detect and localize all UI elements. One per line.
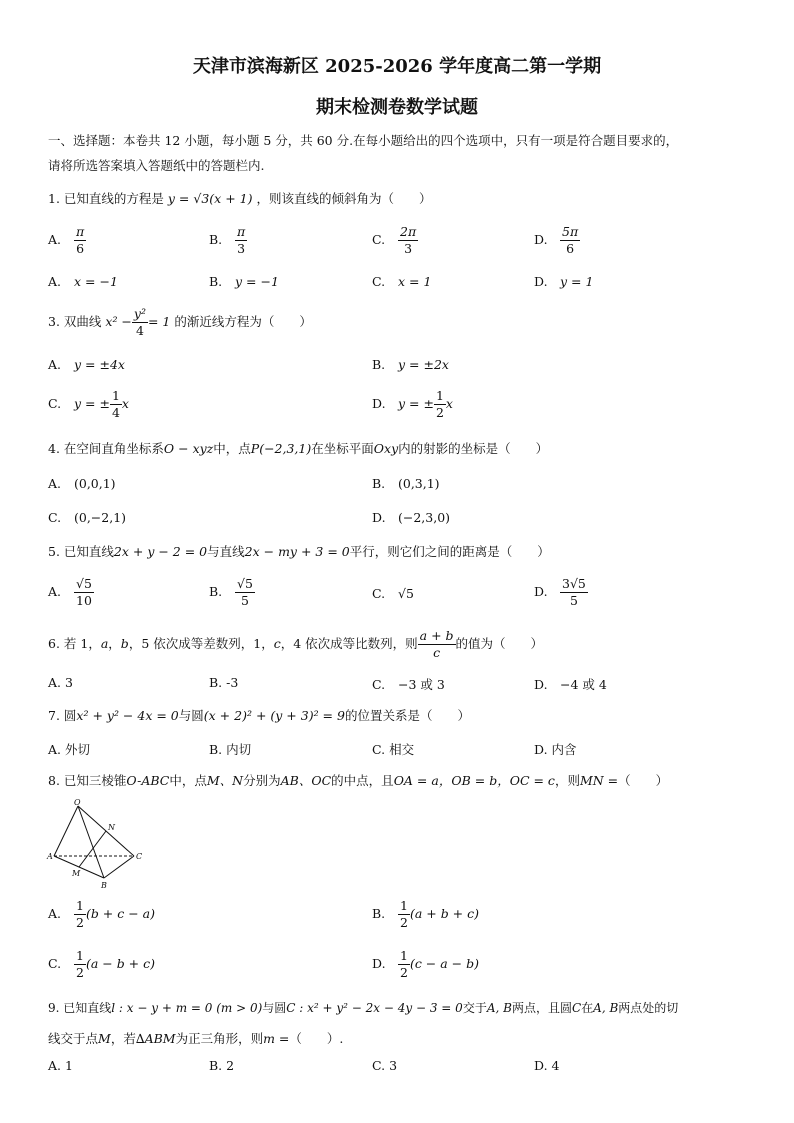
option-label: C. bbox=[48, 396, 62, 411]
q6-option-c bbox=[372, 675, 445, 693]
q5-line-2: 2x − my + 3 = 0 bbox=[244, 544, 350, 559]
option-text-tail: x bbox=[121, 396, 129, 411]
q1-option-d bbox=[534, 224, 580, 257]
q5-stem-text: 5. 已知直线 bbox=[48, 544, 114, 559]
q4-stem-text: 4. 在空间直角坐标系 bbox=[48, 441, 164, 456]
vertex-label-c: C bbox=[136, 852, 143, 861]
option-fraction: $\frac{\pi}{6}$ bbox=[76, 224, 85, 256]
q7-option-b bbox=[209, 740, 251, 758]
q9-line-equation: l : x − y + m = 0 (m > 0) bbox=[111, 1001, 263, 1015]
option-text: y = ±2x bbox=[398, 357, 449, 372]
q3-stem-text: 3. 双曲线 bbox=[48, 314, 102, 329]
option-text: 3 bbox=[389, 1058, 398, 1073]
option-vector-expr: (a + b + c) bbox=[409, 906, 480, 921]
option-label: D. bbox=[534, 742, 548, 757]
q7-option-a bbox=[48, 740, 90, 758]
q9-stem-text-4: 两点，且圆 bbox=[511, 1001, 572, 1015]
option-fraction: $\frac{1}{4}$ bbox=[111, 388, 120, 420]
question-1-stem bbox=[48, 190, 431, 208]
q9-stem-text-3: 交于 bbox=[462, 1001, 487, 1015]
q9-line2-text-3: 为正三角形，则 bbox=[175, 1031, 264, 1046]
edge-bc bbox=[104, 856, 134, 878]
option-label: C. bbox=[48, 956, 62, 971]
option-text: 3 bbox=[65, 675, 73, 690]
option-text: −3 或 3 bbox=[398, 677, 445, 692]
option-label: C. bbox=[372, 677, 386, 692]
option-label: C. bbox=[372, 232, 386, 247]
q8-stem-tail: （ ） bbox=[618, 773, 669, 788]
question-5-stem bbox=[48, 543, 550, 561]
q8-stem-text-2: 中，点 bbox=[169, 773, 207, 788]
option-text: -3 bbox=[226, 675, 239, 690]
option-vector-expr: (b + c − a) bbox=[85, 906, 156, 921]
option-text: (0,0,1) bbox=[74, 476, 116, 491]
option-label: D. bbox=[534, 232, 548, 247]
q3-option-c bbox=[48, 388, 129, 421]
option-text: x = −1 bbox=[74, 274, 118, 289]
option-text: (−2,3,0) bbox=[398, 510, 451, 525]
option-label: C. bbox=[372, 586, 386, 601]
option-label: C. bbox=[372, 274, 386, 289]
q4-point: P(−2,3,1) bbox=[250, 441, 312, 456]
segment-mn bbox=[79, 831, 106, 867]
q9-circle-equation: C : x² + y² − 2x − 4y − 3 = 0 bbox=[286, 1001, 463, 1015]
option-label: B. bbox=[209, 274, 223, 289]
q8-segments: AB、OC bbox=[280, 773, 332, 788]
q6-stem-text-2: ， bbox=[108, 636, 121, 651]
q8-stem-text: 8. 已知三棱锥 bbox=[48, 773, 127, 788]
option-label: D. bbox=[534, 677, 548, 692]
q8-vectors: OA = a，OB = b，OC = c bbox=[393, 773, 555, 788]
q7-circle-2: (x + 2)² + (y + 3)² = 9 bbox=[203, 708, 345, 723]
question-4-stem bbox=[48, 440, 548, 458]
q7-option-c bbox=[372, 740, 414, 758]
q6-option-a bbox=[48, 675, 73, 690]
option-label: D. bbox=[534, 584, 548, 599]
option-text: 相交 bbox=[389, 742, 415, 757]
question-9-stem-line2 bbox=[48, 1030, 343, 1048]
option-fraction: $\frac{5\pi}{6}$ bbox=[562, 224, 579, 256]
q9-circle-name: C bbox=[571, 1001, 582, 1015]
vertex-label-a: A bbox=[47, 852, 53, 861]
option-label: A. bbox=[48, 742, 62, 757]
q9-option-c bbox=[372, 1058, 397, 1073]
option-label: B. bbox=[372, 476, 386, 491]
option-fraction: $\frac{√5}{5}$ bbox=[237, 576, 253, 608]
q9-points-2: A, B bbox=[593, 1001, 619, 1015]
q6-stem-text-3: ，5 依次成等差数列，1， bbox=[128, 636, 274, 651]
q6-stem-tail: 的值为（ ） bbox=[455, 636, 544, 651]
q7-stem-text: 7. 圆 bbox=[48, 708, 77, 723]
vertex-label-b: B bbox=[101, 881, 107, 890]
q9-stem-tail: 两点处的切 bbox=[618, 1001, 679, 1015]
q1-option-b bbox=[209, 224, 247, 257]
option-text: x = 1 bbox=[398, 274, 432, 289]
q7-stem-text-2: 与圆 bbox=[178, 708, 204, 723]
q4-stem-text-2: 中，点 bbox=[213, 441, 251, 456]
option-label: D. bbox=[534, 1058, 548, 1073]
q1-stem-equation: y = √3(x + 1) bbox=[167, 191, 253, 206]
question-6-stem bbox=[48, 628, 543, 661]
option-label: B. bbox=[209, 742, 223, 757]
tetrahedron-figure bbox=[46, 798, 150, 890]
option-text: 1 bbox=[65, 1058, 73, 1073]
q4-coordinate-system: O − xyz bbox=[163, 441, 214, 456]
edge-oa bbox=[54, 806, 78, 856]
q3-option-a bbox=[48, 357, 125, 372]
q6-option-d bbox=[534, 675, 607, 693]
q7-option-d bbox=[534, 740, 577, 758]
question-7-stem bbox=[48, 707, 470, 725]
q9-points: A, B bbox=[486, 1001, 512, 1015]
q8-stem-text-3: 分别为 bbox=[243, 773, 281, 788]
q4-option-b bbox=[372, 476, 440, 491]
q5-option-c bbox=[372, 586, 414, 601]
option-text: 4 bbox=[551, 1058, 560, 1073]
q6-var-c: c bbox=[273, 636, 281, 651]
option-label: D. bbox=[372, 510, 386, 525]
q5-option-a bbox=[48, 576, 94, 609]
q9-point-m: M bbox=[98, 1031, 111, 1046]
q9-option-a bbox=[48, 1058, 73, 1073]
option-label: C. bbox=[48, 510, 62, 525]
option-vector-expr: (c − a − b) bbox=[409, 956, 480, 971]
option-text: 外切 bbox=[65, 742, 91, 757]
q3-stem-math: x² − bbox=[105, 314, 132, 329]
q4-option-c bbox=[48, 510, 126, 525]
q9-stem-text: 9. 已知直线 bbox=[48, 1001, 112, 1015]
exam-subtitle: 期末检测卷数学试题 bbox=[316, 97, 478, 118]
q8-stem-text-5: ，则 bbox=[554, 773, 580, 788]
q4-stem-tail: 内的射影的坐标是（ ） bbox=[398, 441, 549, 456]
option-label: A. bbox=[48, 906, 62, 921]
option-label: D. bbox=[534, 274, 548, 289]
option-label: A. bbox=[48, 476, 62, 491]
option-label: D. bbox=[372, 956, 386, 971]
q8-points: M、N bbox=[206, 773, 244, 788]
q5-stem-text-2: 与直线 bbox=[207, 544, 245, 559]
edge-ob bbox=[78, 806, 104, 878]
q5-option-b bbox=[209, 576, 255, 609]
option-label: A. bbox=[48, 274, 62, 289]
q9-stem-text-2: 与圆 bbox=[262, 1001, 287, 1015]
q6-var-b: b bbox=[120, 636, 129, 651]
option-text: 2 bbox=[226, 1058, 235, 1073]
option-label: A. bbox=[48, 584, 62, 599]
option-text: (0,−2,1) bbox=[74, 510, 127, 525]
option-fraction: $\frac{1}{2}$ bbox=[76, 948, 84, 980]
question-3-stem bbox=[48, 306, 312, 339]
option-text: (0,3,1) bbox=[398, 476, 440, 491]
option-label: B. bbox=[209, 675, 223, 690]
q9-option-b bbox=[209, 1058, 234, 1073]
question-9-stem-line1 bbox=[48, 999, 678, 1017]
option-fraction: $\frac{1}{2}$ bbox=[435, 388, 444, 420]
q1-option-a bbox=[48, 224, 86, 257]
q8-option-d bbox=[372, 948, 479, 981]
option-text: −4 或 4 bbox=[560, 677, 607, 692]
option-fraction: $\frac{1}{2}$ bbox=[400, 898, 408, 930]
q9-line2-text-2: ，若 bbox=[110, 1031, 136, 1046]
option-label: B. bbox=[209, 584, 223, 599]
option-fraction: $\frac{1}{2}$ bbox=[400, 948, 408, 980]
option-text-tail: x bbox=[445, 396, 453, 411]
q6-var-a: a bbox=[100, 636, 109, 651]
option-fraction: $\frac{2\pi}{3}$ bbox=[400, 224, 417, 256]
option-vector-expr: (a − b + c) bbox=[85, 956, 156, 971]
option-label: C. bbox=[372, 1058, 386, 1073]
option-label: B. bbox=[209, 1058, 223, 1073]
q4-plane: Oxy bbox=[373, 441, 399, 456]
q9-line2-text: 线交于点 bbox=[48, 1031, 99, 1046]
option-text: y = ± bbox=[74, 396, 110, 411]
q2-option-b bbox=[209, 274, 279, 289]
option-label: D. bbox=[372, 396, 386, 411]
q8-stem-text-4: 的中点，且 bbox=[331, 773, 394, 788]
point-label-n: N bbox=[108, 823, 115, 832]
q6-option-b bbox=[209, 675, 238, 690]
option-label: B. bbox=[372, 357, 386, 372]
option-label: A. bbox=[48, 357, 62, 372]
q9-line2-tail: （ ）. bbox=[289, 1031, 344, 1046]
option-label: A. bbox=[48, 1058, 62, 1073]
q6-fraction: $\frac{a + b}{c}$ bbox=[419, 628, 454, 660]
q3-stem-fraction: $\frac{\text{y²}}{4}$ bbox=[133, 306, 146, 338]
option-text: √5 bbox=[398, 586, 414, 601]
q8-option-a bbox=[48, 898, 155, 931]
option-label: B. bbox=[372, 906, 386, 921]
option-text: y = −1 bbox=[235, 274, 279, 289]
q8-option-c bbox=[48, 948, 155, 981]
q3-stem-tail: 的渐近线方程为（ ） bbox=[174, 314, 312, 329]
q4-stem-text-3: 在坐标平面 bbox=[311, 441, 374, 456]
option-label: B. bbox=[209, 232, 223, 247]
option-text: 内含 bbox=[551, 742, 577, 757]
option-text: y = ±4x bbox=[74, 357, 125, 372]
q9-triangle: ∆ABM bbox=[135, 1031, 176, 1046]
q4-option-d bbox=[372, 510, 450, 525]
option-text: y = ± bbox=[398, 396, 434, 411]
option-text: y = 1 bbox=[560, 274, 594, 289]
q2-option-a bbox=[48, 274, 118, 289]
option-label: C. bbox=[372, 742, 386, 757]
option-fraction: $\frac{3√5}{5}$ bbox=[562, 576, 586, 608]
q6-stem-text-4: ，4 依次成等比数列，则 bbox=[280, 636, 418, 651]
q2-option-c bbox=[372, 274, 431, 289]
q3-option-b bbox=[372, 357, 449, 372]
q3-stem-math-tail: = 1 bbox=[147, 314, 171, 329]
q8-tetrahedron: O-ABC bbox=[126, 773, 170, 788]
q7-circle-1: x² + y² − 4x = 0 bbox=[76, 708, 179, 723]
exam-title: 天津市滨海新区 2025-2026 学年度高二第一学期 bbox=[192, 56, 602, 77]
q1-stem-text: 1. 已知直线的方程是 bbox=[48, 191, 164, 206]
q1-option-c bbox=[372, 224, 418, 257]
q9-stem-text-5: 在 bbox=[581, 1001, 594, 1015]
point-label-m: M bbox=[72, 869, 81, 878]
q2-option-d bbox=[534, 274, 593, 289]
q5-option-d bbox=[534, 576, 588, 609]
q8-option-b bbox=[372, 898, 479, 931]
option-fraction: $\frac{\pi}{3}$ bbox=[237, 224, 246, 256]
q3-option-d bbox=[372, 388, 453, 421]
q9-option-d bbox=[534, 1058, 560, 1073]
q1-stem-tail: ，则该直线的倾斜角为（ ） bbox=[256, 191, 432, 206]
question-8-stem bbox=[48, 772, 668, 790]
q9-var-m: m = bbox=[263, 1031, 290, 1046]
q4-option-a bbox=[48, 476, 116, 491]
option-fraction: $\frac{1}{2}$ bbox=[76, 898, 84, 930]
q6-stem-text: 6. 若 1， bbox=[48, 636, 101, 651]
option-label: A. bbox=[48, 675, 62, 690]
option-text: 内切 bbox=[226, 742, 252, 757]
option-fraction: $\frac{√5}{10}$ bbox=[76, 576, 92, 608]
section-instruction-line2: 请将所选答案填入答题纸中的答题栏内. bbox=[48, 158, 265, 173]
vertex-label-o: O bbox=[74, 798, 81, 807]
q5-stem-tail: 平行，则它们之间的距离是（ ） bbox=[349, 544, 550, 559]
q7-stem-tail: 的位置关系是（ ） bbox=[344, 708, 470, 723]
q5-line-1: 2x + y − 2 = 0 bbox=[113, 544, 208, 559]
option-label: A. bbox=[48, 232, 62, 247]
section-instruction-line1: 一、选择题：本卷共 12 小题，每小题 5 分，共 60 分.在每小题给出的四个选项中，只有一项是符合题目要求的， bbox=[48, 133, 679, 148]
q8-vector-mn: MN = bbox=[579, 773, 619, 788]
